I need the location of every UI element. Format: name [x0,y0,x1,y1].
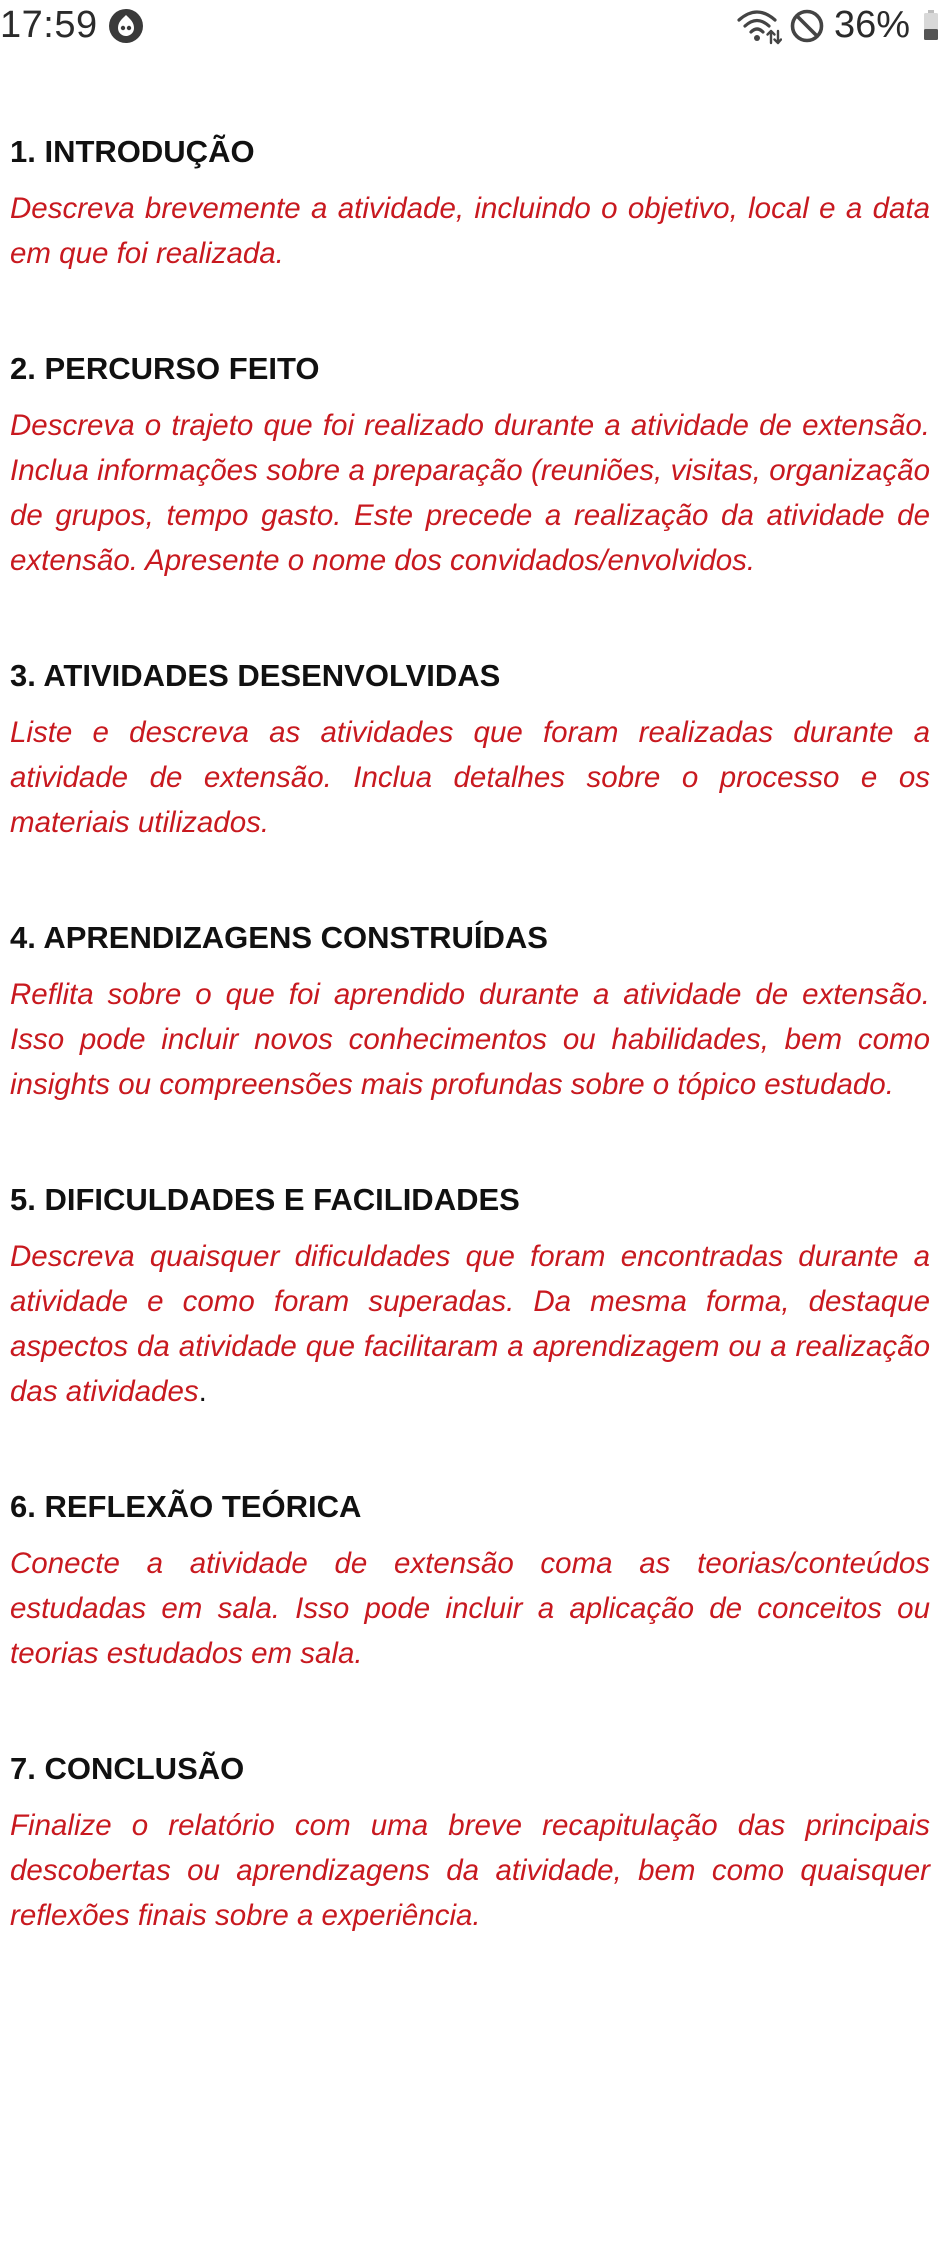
section-body-trail: . [198,1375,207,1408]
section-conclusao [10,1741,930,1938]
do-not-disturb-icon [789,8,825,44]
status-bar [0,0,938,52]
section-atividades-desenvolvidas [10,648,930,845]
section-body-text: Liste e descreva as atividades que foram realizadas durante a atividade de extensão. Inclua detalhes sobre o processo e os materiais utilizados. [10,716,930,839]
section-body [10,710,930,845]
section-body-text: Conecte a atividade de extensão coma as teorias/conteúdos estudadas em sala. Isso pode incluir a aplicação de conceitos ou teorias estudados em sala. [10,1547,930,1670]
section-body-text: Descreva o trajeto que foi realizado durante a atividade de extensão. Inclua informações sobre a preparação (reuniões, visitas, organização de grupos, tempo gasto. Este precede a realização da atividade de extensão. Apresente o nome dos convidados/envolvidos. [10,409,930,577]
wifi-icon [736,7,782,45]
battery-icon [924,10,938,40]
section-heading: 3. ATIVIDADES DESENVOLVIDAS [10,658,501,693]
section-body [10,972,930,1107]
section-body [10,186,930,276]
section-reflexao-teorica [10,1479,930,1676]
section-heading: 1. INTRODUÇÃO [10,134,255,169]
assistant-icon [108,8,144,44]
section-heading: 2. PERCURSO FEITO [10,351,320,386]
document-content [10,124,930,1938]
section-heading: 7. CONCLUSÃO [10,1751,245,1786]
section-heading: 5. DIFICULDADES E FACILIDADES [10,1182,520,1217]
section-body-text: Finalize o relatório com uma breve recapitulação das principais descobertas ou aprendizagens da atividade, bem como quaisquer reflexões finais sobre a experiência. [10,1809,930,1932]
section-body [10,1803,930,1938]
section-body-text: Descreva quaisquer dificuldades que foram encontradas durante a atividade e como foram superadas. Da mesma forma, destaque aspectos da atividade que facilitaram a aprendizagem ou a realização das atividades [10,1240,930,1408]
section-percurso-feito [10,341,930,583]
section-body-text: Descreva brevemente a atividade, incluindo o objetivo, local e a data em que foi realizada. [10,192,930,270]
section-introducao [10,124,930,276]
section-body [10,1541,930,1676]
section-body [10,1234,930,1414]
section-heading: 4. APRENDIZAGENS CONSTRUÍDAS [10,920,548,955]
section-heading: 6. REFLEXÃO TEÓRICA [10,1489,362,1524]
section-body-text: Reflita sobre o que foi aprendido durante a atividade de extensão. Isso pode incluir novos conhecimentos ou habilidades, bem como insights ou compreensões mais profundas sobre o tópico estudado. [10,978,930,1101]
section-aprendizagens-construidas [10,910,930,1107]
battery-percentage: 36% [834,4,911,46]
section-dificuldades-e-facilidades [10,1172,930,1414]
section-body [10,403,930,583]
status-time: 17:59 [0,4,98,46]
